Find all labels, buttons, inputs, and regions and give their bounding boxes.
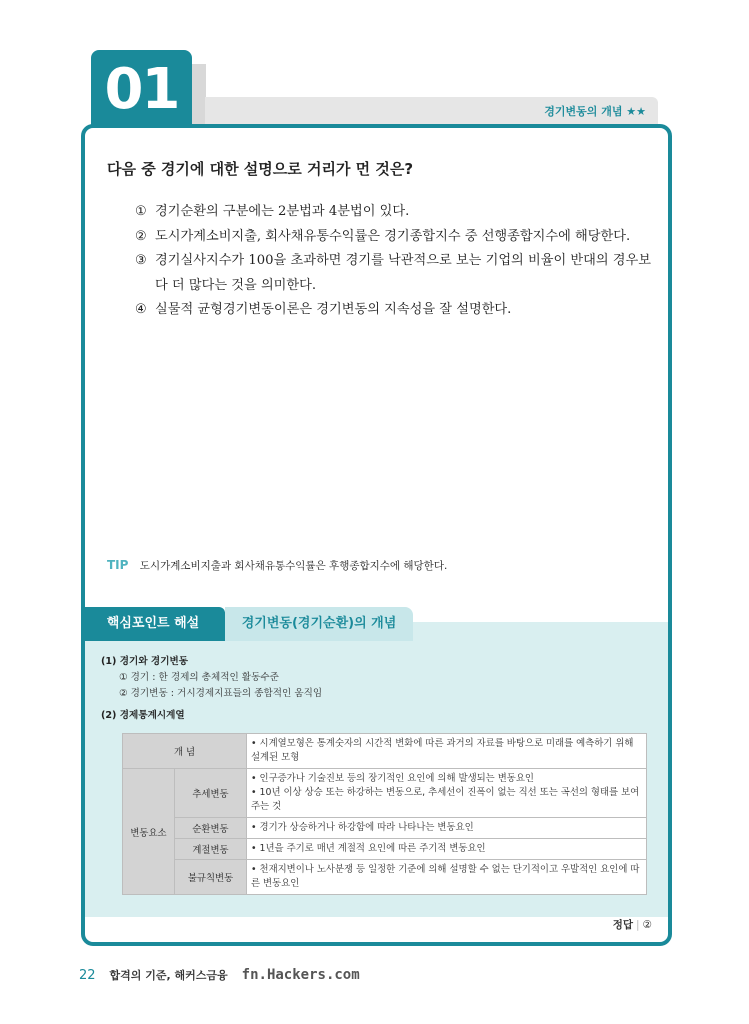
explanation-body bbox=[101, 654, 322, 724]
table-row bbox=[123, 839, 647, 860]
factor-text: • 천재지변이나 노사분쟁 등 일정한 기준에 의해 설명할 수 없는 단기적이고 우발적인 요인에 따른 변동요인 bbox=[247, 860, 647, 895]
answer-separator: | bbox=[636, 919, 640, 931]
answer-line bbox=[613, 917, 652, 932]
page-number: 22 bbox=[79, 968, 96, 983]
factor-text: • 인구증가나 기술진보 등의 장기적인 요인에 의해 발생되는 변동요인 • 10년 이상 상승 또는 하강하는 변동으로, 추세선이 진폭이 없는 직선 또는 곡선의 형태를 보여주는 것 bbox=[247, 769, 647, 818]
tip-label: TIP bbox=[107, 558, 129, 572]
tab-key-point: 핵심포인트 해설 bbox=[81, 607, 225, 641]
tab-topic: 경기변동(경기순환)의 개념 bbox=[225, 607, 413, 641]
question-number: 01 bbox=[104, 57, 179, 122]
question-text: 다음 중 경기에 대한 설명으로 거리가 먼 것은? bbox=[107, 160, 414, 178]
topic-bar bbox=[205, 97, 658, 125]
factor-name: 순환변동 bbox=[175, 818, 247, 839]
footer-site: fn.Hackers.com bbox=[241, 967, 360, 983]
choice-item bbox=[135, 249, 655, 298]
choice-number: ① bbox=[135, 204, 147, 219]
factor-name: 계절변동 bbox=[175, 839, 247, 860]
table-row bbox=[123, 734, 647, 769]
table-row bbox=[123, 818, 647, 839]
factor-text: • 경기가 상승하거나 하강함에 따라 나타나는 변동요인 bbox=[247, 818, 647, 839]
tip-text: 도시가계소비지출과 회사채유통수익률은 후행종합지수에 해당한다. bbox=[139, 560, 448, 572]
section-item: ② 경기변동 : 거시경제지표들의 종합적인 움직임 bbox=[119, 688, 323, 699]
question-card bbox=[81, 124, 672, 946]
concept-label: 개 념 bbox=[123, 734, 247, 769]
section-item: ① 경기 : 한 경제의 총체적인 활동수준 bbox=[119, 672, 279, 683]
page-footer bbox=[79, 967, 360, 983]
choice-item bbox=[135, 200, 655, 225]
table-row bbox=[123, 860, 647, 895]
factor-name: 추세변동 bbox=[175, 769, 247, 818]
concept-text: • 시계열모형은 통계숫자의 시간적 변화에 따른 과거의 자료를 바탕으로 미래를 예측하기 위해 설계된 모형 bbox=[247, 734, 647, 769]
choice-item bbox=[135, 298, 655, 323]
choice-text: 경기순환의 구분에는 2분법과 4분법이 있다. bbox=[155, 204, 410, 219]
footer-slogan: 합격의 기준, 해커스금융 bbox=[109, 969, 228, 982]
choice-number: ② bbox=[135, 228, 147, 244]
choice-item bbox=[135, 225, 655, 250]
choice-number: ③ bbox=[135, 253, 147, 268]
group-label: 변동요소 bbox=[123, 769, 175, 895]
tip-line bbox=[107, 558, 447, 573]
choices-list bbox=[135, 200, 655, 323]
topic-label: 경기변동의 개념 ★★ bbox=[544, 105, 646, 118]
question-number-tab bbox=[91, 50, 192, 130]
factor-name: 불규칙변동 bbox=[175, 860, 247, 895]
choice-text: 실물적 균형경기변동이론은 경기변동의 지속성을 잘 설명한다. bbox=[155, 302, 512, 317]
choice-text: 경기실사지수가 100을 초과하면 경기를 낙관적으로 보는 기업의 비율이 반대의 경우보다 더 많다는 것을 의미한다. bbox=[155, 253, 652, 293]
answer-label: 정답 bbox=[612, 919, 634, 931]
time-series-table bbox=[122, 733, 647, 895]
answer-value: ② bbox=[642, 919, 652, 931]
factor-text: • 1년을 주기로 매년 계절적 요인에 따른 주기적 변동요인 bbox=[247, 839, 647, 860]
section-heading: (2) 경제통계시계열 bbox=[101, 710, 185, 721]
table-row bbox=[123, 769, 647, 818]
section-heading: (1) 경기와 경기변동 bbox=[101, 656, 188, 667]
choice-text: 도시가계소비지출, 회사채유통수익률은 경기종합지수 중 선행종합지수에 해당한다. bbox=[155, 228, 631, 244]
choice-number: ④ bbox=[135, 302, 147, 317]
